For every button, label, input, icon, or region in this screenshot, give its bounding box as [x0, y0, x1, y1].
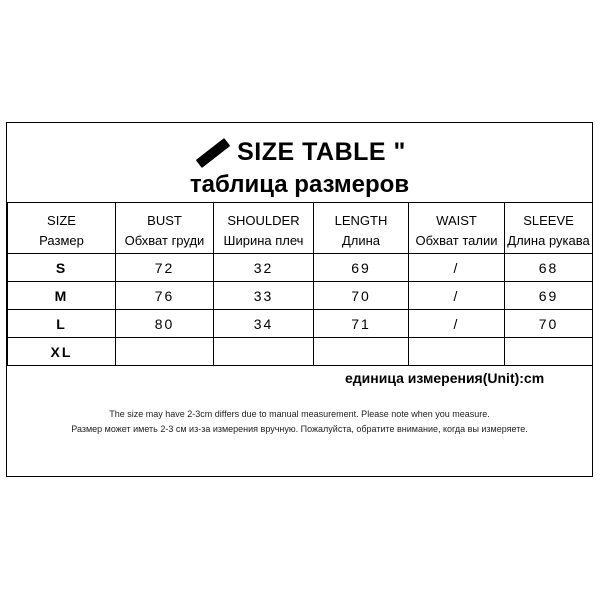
- title-row: [7, 135, 592, 169]
- cell-sleeve: 68: [505, 254, 593, 282]
- header-bust: BUST: [116, 203, 214, 229]
- table-row: [8, 338, 593, 366]
- cell-size: XL: [8, 338, 116, 366]
- cell-waist: /: [409, 282, 505, 310]
- cell-bust: 80: [116, 310, 214, 338]
- header-waist: WAIST: [409, 203, 505, 229]
- header-waist-ru: Обхват талии: [409, 228, 505, 254]
- cell-shoulder: 34: [214, 310, 314, 338]
- slash-icon: [193, 142, 227, 162]
- cell-bust: [116, 338, 214, 366]
- cell-shoulder: 32: [214, 254, 314, 282]
- header-shoulder-ru: Ширина плеч: [214, 228, 314, 254]
- header-shoulder: SHOULDER: [214, 203, 314, 229]
- header-row-en: [8, 203, 593, 229]
- cell-size: M: [8, 282, 116, 310]
- header-length: LENGTH: [314, 203, 409, 229]
- cell-shoulder: [214, 338, 314, 366]
- table-row: [8, 310, 593, 338]
- cell-size: L: [8, 310, 116, 338]
- header-row-ru: [8, 228, 593, 254]
- header-bust-ru: Обхват груди: [116, 228, 214, 254]
- cell-length: 69: [314, 254, 409, 282]
- header-size: SIZE: [8, 203, 116, 229]
- size-table: [7, 202, 593, 366]
- cell-size: S: [8, 254, 116, 282]
- cell-length: 71: [314, 310, 409, 338]
- size-table-subtitle: таблица размеров: [189, 171, 410, 198]
- cell-waist: [409, 338, 505, 366]
- header-size-ru: Размер: [8, 228, 116, 254]
- cell-waist: /: [409, 310, 505, 338]
- measurement-note-ru: Размер может иметь 2-3 см из-за измерения вручную. Пожалуйста, обратите внимание, когда вы измеряете.: [71, 424, 528, 434]
- table-row: [8, 282, 593, 310]
- header-length-ru: Длина: [314, 228, 409, 254]
- cell-shoulder: 33: [214, 282, 314, 310]
- size-table-title: SIZE TABLE ": [237, 137, 406, 166]
- cell-sleeve: [505, 338, 593, 366]
- cell-bust: 76: [116, 282, 214, 310]
- unit-label: единица измерения(Unit):cm: [345, 370, 545, 386]
- cell-sleeve: 69: [505, 282, 593, 310]
- cell-sleeve: 70: [505, 310, 593, 338]
- header-sleeve-ru: Длина рукава: [505, 228, 593, 254]
- cell-bust: 72: [116, 254, 214, 282]
- cell-length: [314, 338, 409, 366]
- measurement-note-en: The size may have 2-3cm differs due to manual measurement. Please note when you measure.: [109, 409, 490, 419]
- header-sleeve: SLEEVE: [505, 203, 593, 229]
- table-row: [8, 254, 593, 282]
- cell-waist: /: [409, 254, 505, 282]
- size-chart-frame: [6, 122, 593, 477]
- cell-length: 70: [314, 282, 409, 310]
